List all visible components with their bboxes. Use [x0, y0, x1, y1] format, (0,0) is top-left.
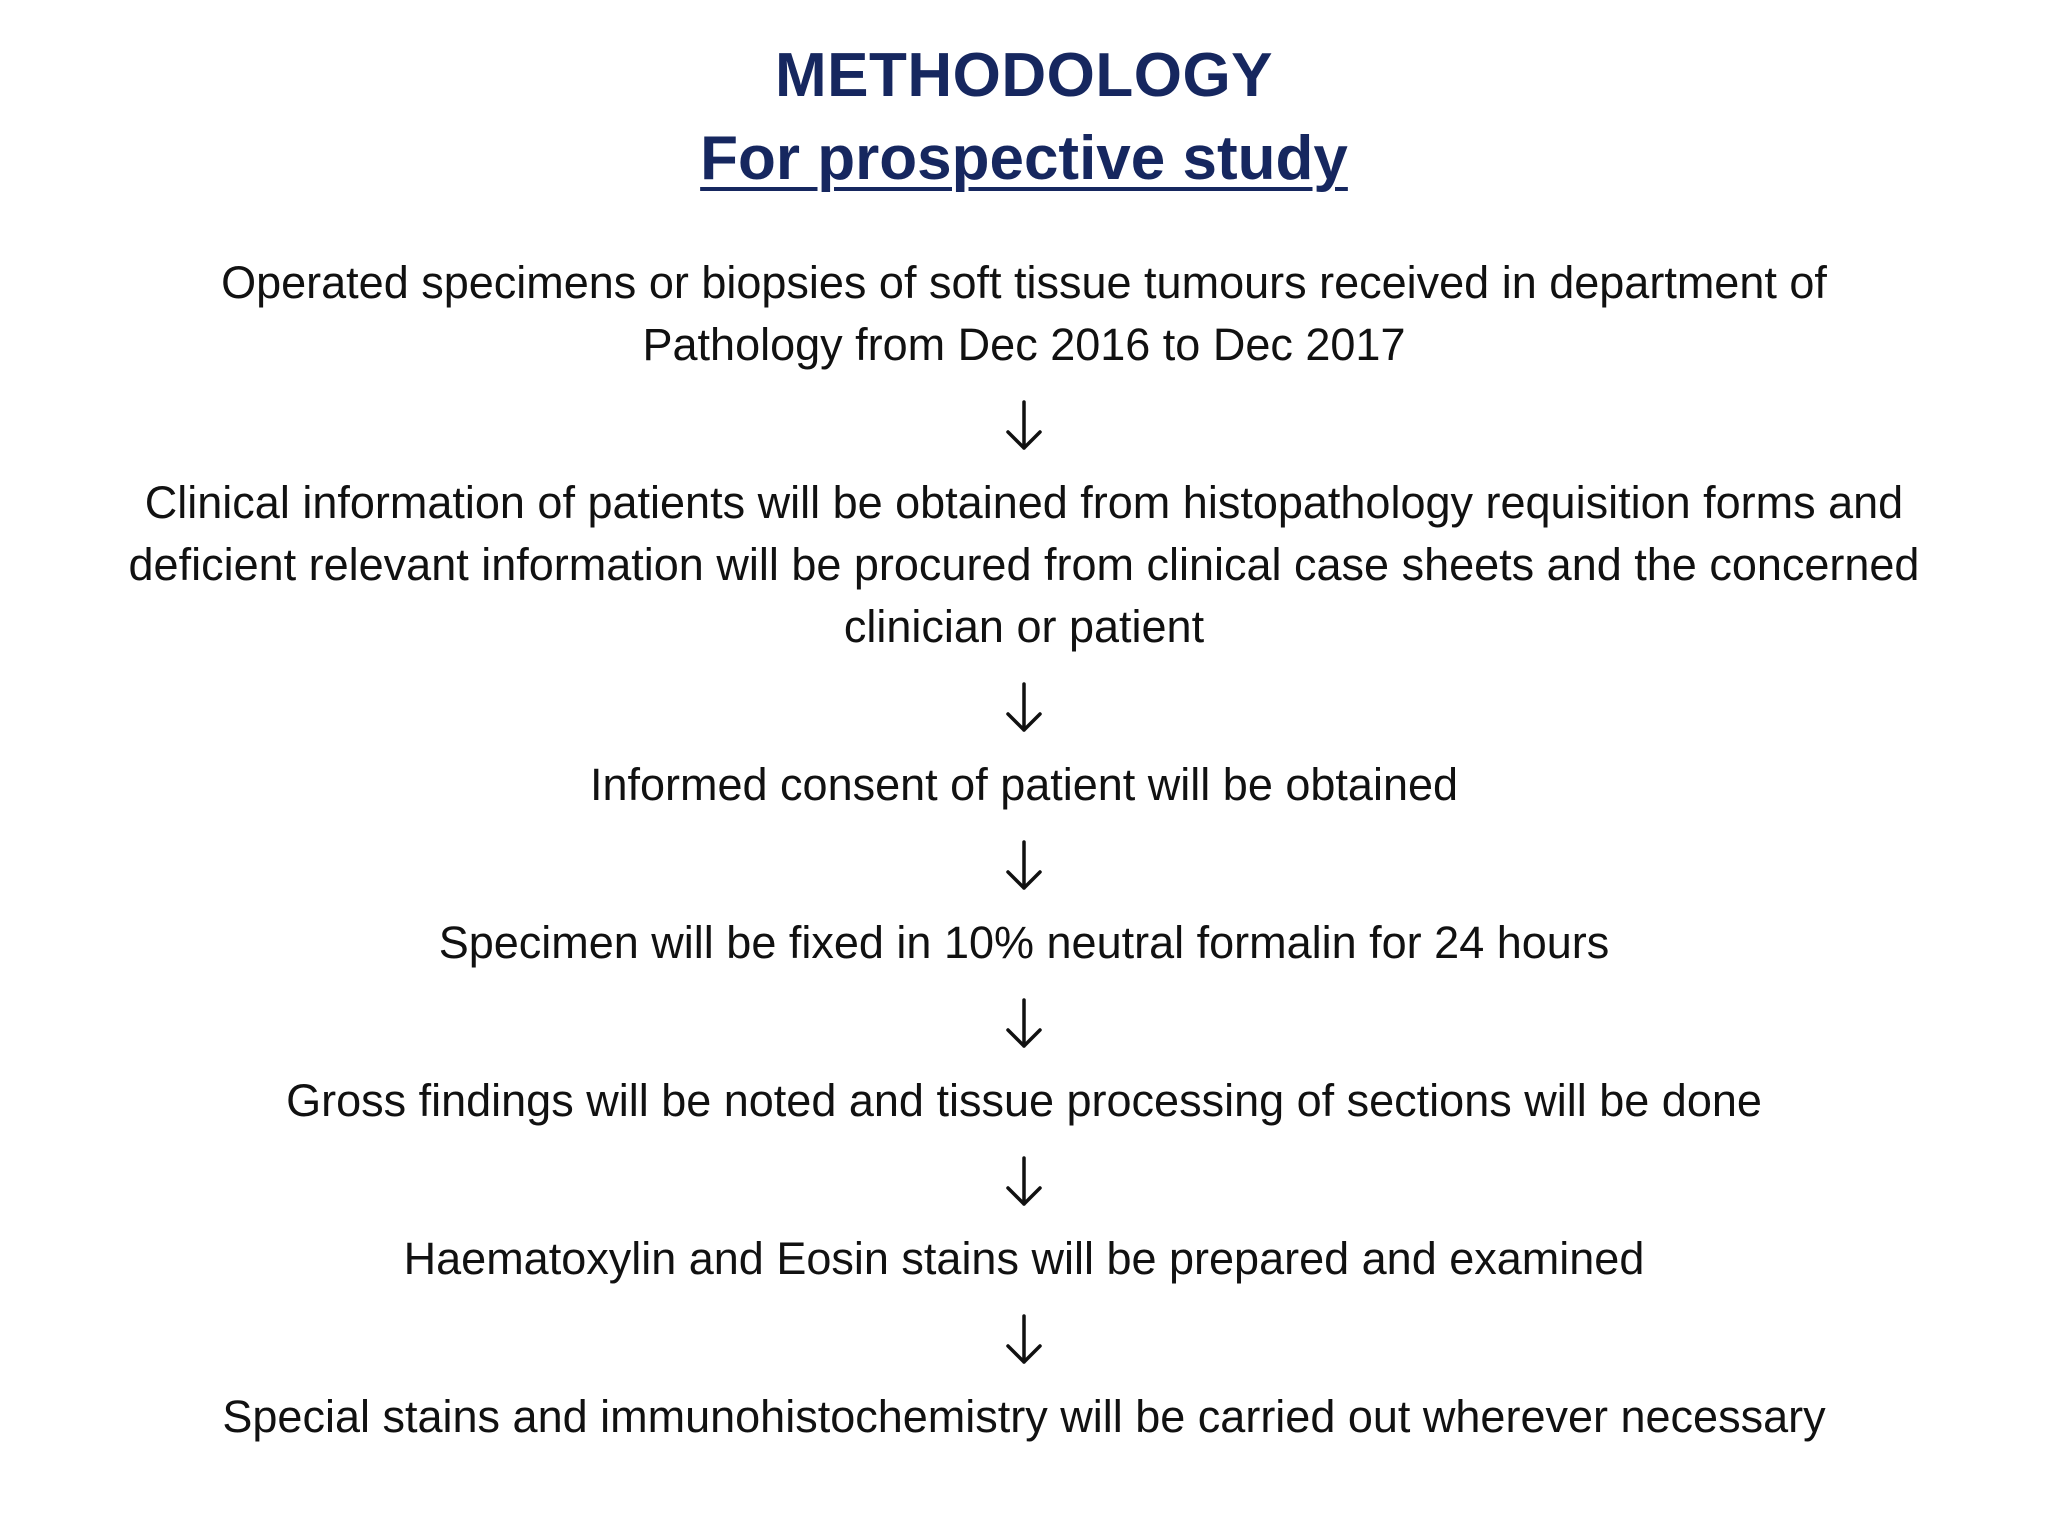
arrow-down-icon — [994, 1310, 1054, 1370]
flow-step-5: Gross findings will be noted and tissue processing of sections will be done — [286, 1075, 1762, 1126]
arrow-down-icon — [994, 396, 1054, 456]
flow-step-4: Specimen will be fixed in 10% neutral formalin for 24 hours — [438, 917, 1610, 968]
flow-step-3: Informed consent of patient will be obtained — [589, 759, 1459, 810]
arrow-down-icon — [994, 678, 1054, 738]
arrow-down-icon — [994, 994, 1054, 1054]
slide-subtitle: For prospective study — [700, 124, 1348, 193]
flow-step-6: Haematoxylin and Eosin stains will be prepared and examined — [403, 1233, 1645, 1284]
methodology-flowchart — [60, 252, 1988, 1448]
flow-step-2: Clinical information of patients will be obtained from histopathology requisition forms and deficient relevant information will be procured from clinical case sheets and the concerned clinician or patient — [128, 477, 1920, 652]
flow-step-1: Operated specimens or biopsies of soft tissue tumours received in department of Pathology from Dec 2016 to Dec 2017 — [221, 257, 1827, 370]
flow-step-7: Special stains and immunohistochemistry will be carried out wherever necessary — [222, 1391, 1826, 1442]
slide-title: METHODOLOGY — [774, 41, 1274, 110]
title-block — [0, 36, 2048, 202]
arrow-down-icon — [994, 836, 1054, 896]
arrow-down-icon — [994, 1152, 1054, 1212]
